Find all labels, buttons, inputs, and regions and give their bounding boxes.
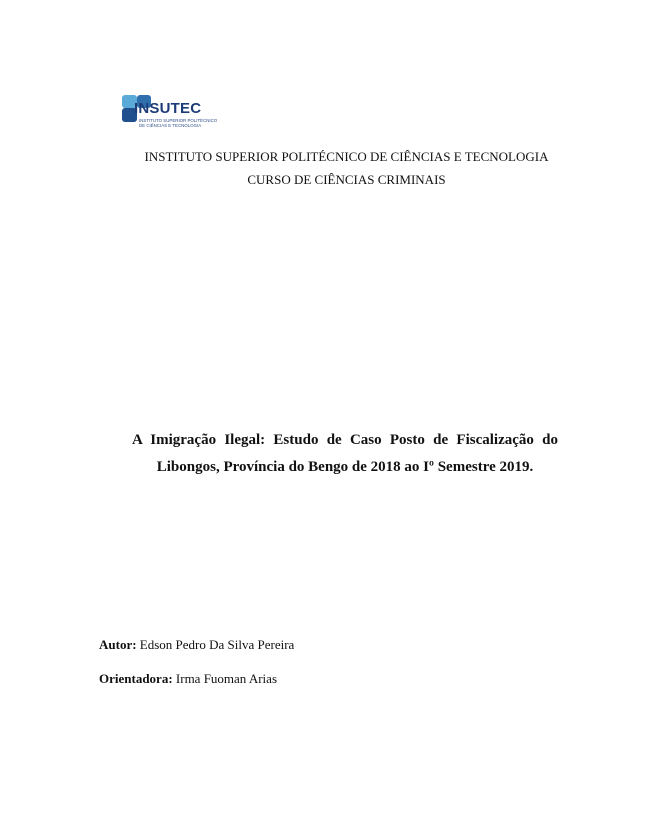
advisor-value: Irma Fuoman Arias	[172, 671, 277, 686]
institution-name: INSTITUTO SUPERIOR POLITÉCNICO DE CIÊNCIAS E TECNOLOGIA	[144, 149, 549, 164]
logo-subtitle	[139, 118, 249, 128]
institution-logo	[120, 93, 230, 133]
logo-subtitle-line1: INSTITUTO SUPERIOR POLITÉCNICO	[139, 118, 218, 123]
title-line1: A Imigração Ilegal: Estudo de Caso Posto de Fiscalização do	[132, 432, 558, 448]
document-title	[132, 427, 558, 481]
author-value: Edson Pedro Da Silva Pereira	[136, 637, 295, 652]
advisor-label: Orientadora:	[99, 671, 173, 686]
logo-subtitle-line2: DE CIÊNCIAS E TECNOLOGIA	[139, 123, 202, 128]
advisor-line	[99, 671, 277, 687]
author-line	[99, 637, 294, 653]
logo-wordmark: INSUTEC	[134, 100, 202, 117]
author-label: Autor:	[99, 637, 137, 652]
course-name: CURSO DE CIÊNCIAS CRIMINAIS	[247, 172, 446, 187]
title-line2: Libongos, Província do Bengo de 2018 ao Iº Semestre 2019.	[156, 459, 534, 475]
